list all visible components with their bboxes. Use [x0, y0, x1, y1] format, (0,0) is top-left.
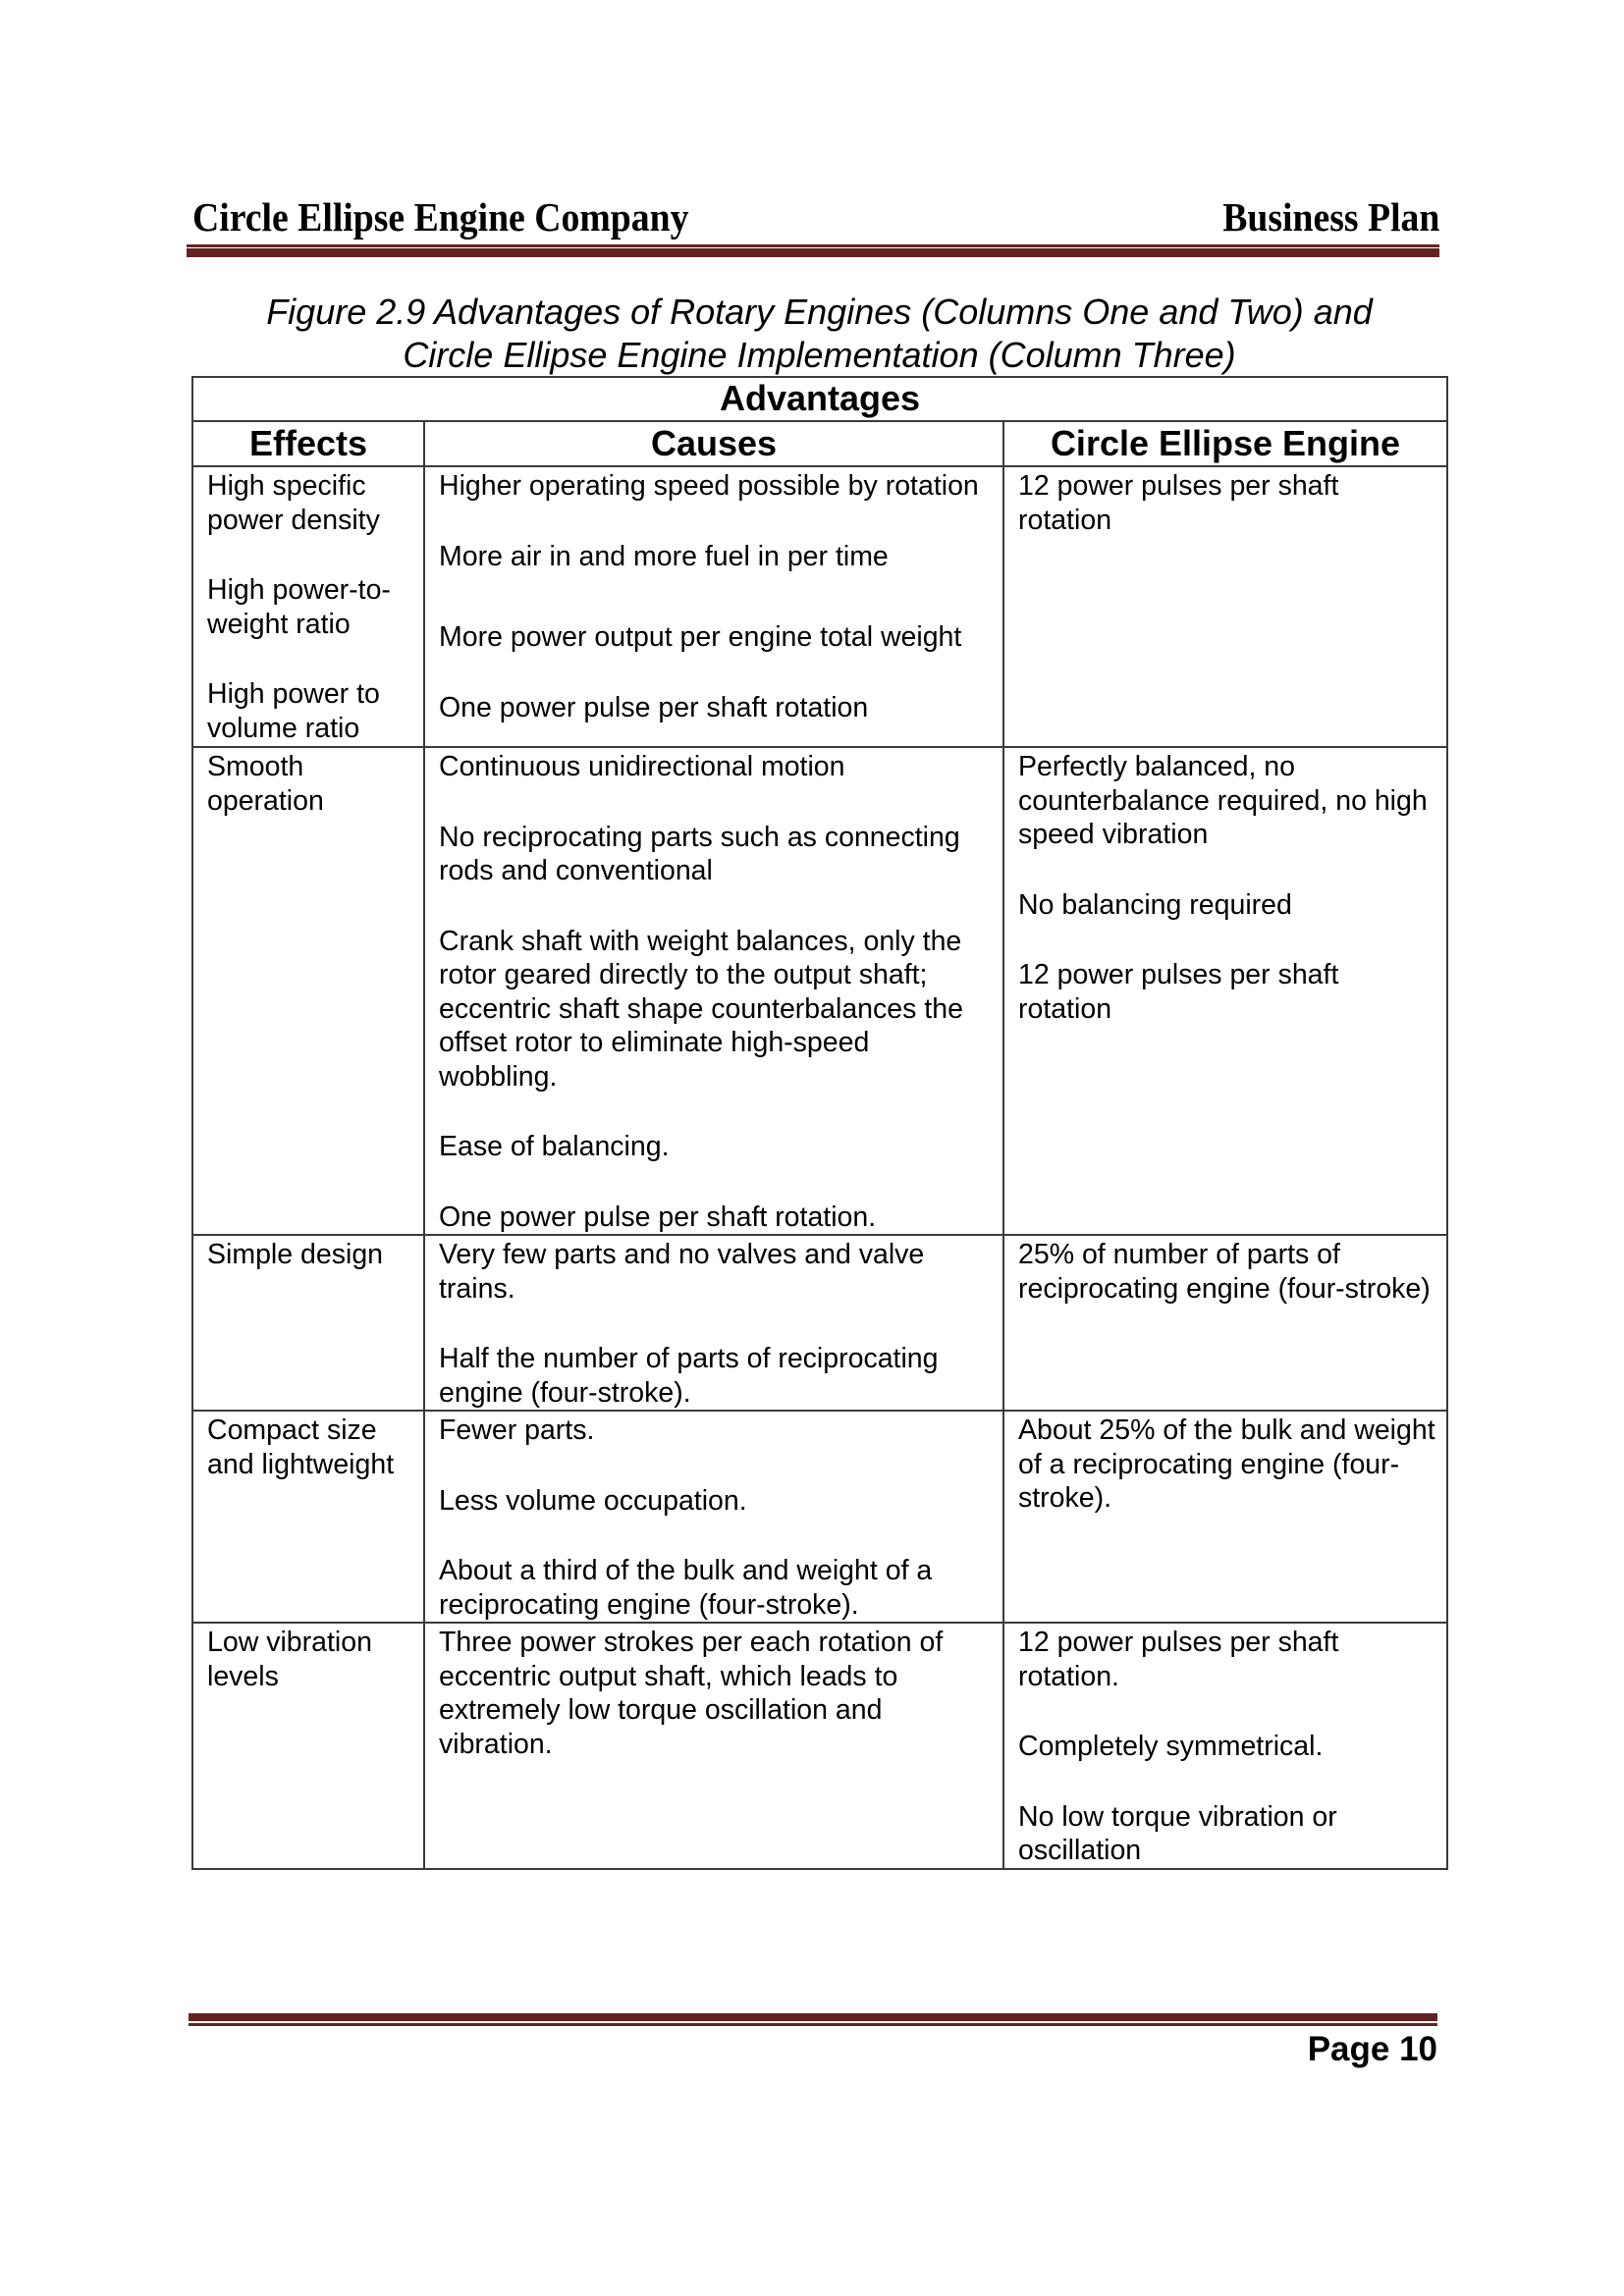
footer-rule-thin [189, 2023, 1437, 2026]
effects-cell [192, 1235, 424, 1411]
cause-text: About a third of the bulk and weight of a reciprocating engine (four-stroke). [439, 1555, 933, 1621]
cause-text: Crank shaft with weight balances, only the rotor geared directly to the output shaft; eccentric shaft shape counterbalances the offset rotor to eliminate high-speed wobbling. [439, 925, 963, 1093]
cause-text: Fewer parts. [439, 1415, 595, 1446]
header-rule-thick [187, 248, 1439, 257]
figure-caption-line-1: Figure 2.9 Advantages of Rotary Engines (Columns One and Two) and [266, 292, 1373, 332]
column-header-causes: Causes [424, 421, 1003, 466]
engine-cell [1003, 747, 1447, 1235]
effect-text: Simple design [207, 1239, 384, 1270]
figure-caption [191, 291, 1447, 377]
effect-text: High specific power density [207, 470, 380, 536]
effect-text: Compact size and lightweight [207, 1415, 395, 1480]
cause-text: One power pulse per shaft rotation. [439, 1201, 877, 1233]
engine-text: 12 power pulses per shaft rotation [1018, 470, 1339, 536]
effect-text: Smooth operation [207, 751, 324, 817]
effects-cell [192, 1411, 424, 1623]
cause-text: Continuous unidirectional motion [439, 751, 845, 782]
cause-text: Very few parts and no valves and valve trains. [439, 1239, 925, 1305]
engine-text: Perfectly balanced, no counterbalance required, no high speed vibration [1018, 751, 1428, 850]
causes-cell [424, 747, 1003, 1235]
engine-text: No low torque vibration or oscillation [1018, 1800, 1337, 1866]
causes-cell [424, 1411, 1003, 1623]
causes-cell [424, 1235, 1003, 1411]
engine-text: 12 power pulses per shaft rotation. [1018, 1627, 1339, 1692]
table-row [192, 1411, 1447, 1623]
table-row [192, 466, 1447, 747]
engine-text: 25% of number of parts of reciprocating engine (four-stroke) [1018, 1239, 1431, 1305]
engine-text: 12 power pulses per shaft rotation [1018, 959, 1339, 1025]
table-title: Advantages [192, 377, 1447, 421]
effect-text: High power-to-weight ratio [207, 574, 391, 640]
engine-text: Completely symmetrical. [1018, 1731, 1324, 1762]
causes-cell [424, 1623, 1003, 1869]
engine-cell [1003, 1235, 1447, 1411]
effects-cell [192, 747, 424, 1235]
effect-text: High power to volume ratio [207, 678, 380, 744]
engine-cell [1003, 466, 1447, 747]
effect-text: Low vibration levels [207, 1627, 372, 1692]
cause-text: More power output per engine total weight [439, 621, 962, 653]
causes-cell [424, 466, 1003, 747]
header-company-name: Circle Ellipse Engine Company [192, 194, 689, 240]
table-row [192, 747, 1447, 1235]
cause-text: Higher operating speed possible by rotation [439, 470, 979, 502]
effects-cell [192, 466, 424, 747]
engine-text: No balancing required [1018, 888, 1292, 921]
engine-cell [1003, 1623, 1447, 1869]
engine-cell [1003, 1411, 1447, 1623]
advantages-table [191, 376, 1448, 1870]
effects-cell [192, 1623, 424, 1869]
page-number: Page 10 [1307, 2030, 1437, 2068]
header-rule-thin [187, 244, 1439, 247]
header-document-type: Business Plan [1221, 194, 1439, 240]
table-header-row [192, 421, 1447, 466]
engine-text: About 25% of the bulk and weight of a reciprocating engine (four-stroke). [1018, 1415, 1435, 1514]
figure-caption-line-2: Circle Ellipse Engine Implementation (Column Three) [403, 335, 1236, 375]
cause-text: One power pulse per shaft rotation [439, 691, 869, 723]
cause-text: Ease of balancing. [439, 1131, 670, 1162]
cause-text: No reciprocating parts such as connecting rods and conventional [439, 821, 960, 886]
cause-text: Half the number of parts of reciprocating engine (four-stroke). [439, 1343, 939, 1409]
cause-text: Three power strokes per each rotation of eccentric output shaft, which leads to extremely low torque oscillation and vibration. [439, 1627, 944, 1760]
table-row [192, 1235, 1447, 1411]
column-header-effects: Effects [192, 421, 424, 466]
cause-text: Less volume occupation. [439, 1484, 747, 1517]
column-header-circle-ellipse-engine: Circle Ellipse Engine [1003, 421, 1447, 466]
cause-text: More air in and more fuel in per time [439, 540, 889, 572]
footer-rule-thick [189, 2013, 1437, 2021]
table-title-row [192, 377, 1447, 421]
table-row [192, 1623, 1447, 1869]
